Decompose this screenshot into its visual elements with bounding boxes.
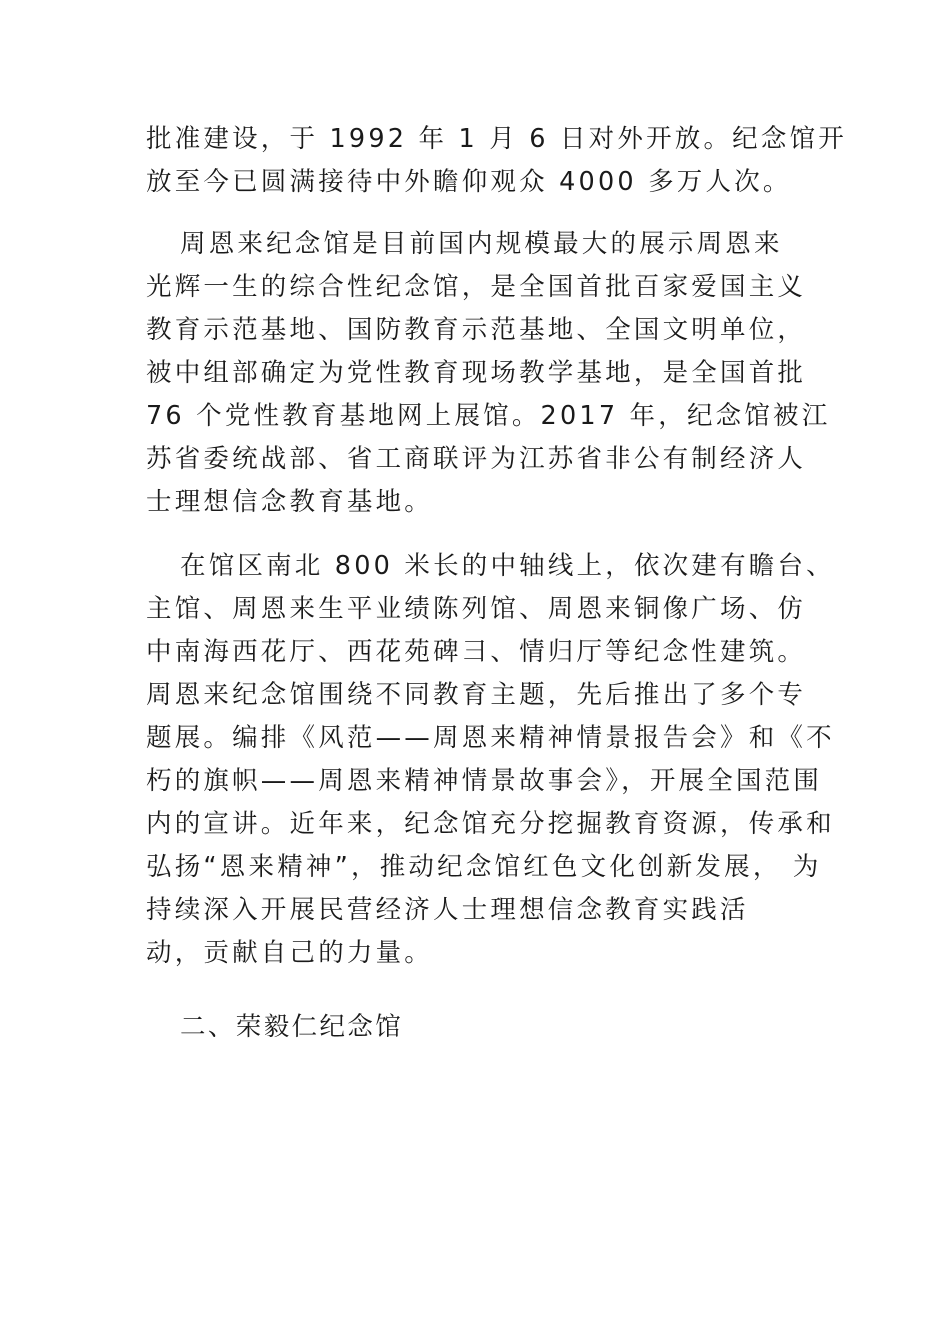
- text-line: 教育示范基地、国防教育示范基地、全国文明单位，: [146, 315, 807, 345]
- paragraph-opening-date: [146, 118, 847, 204]
- text-line: 弘扬“恩来精神”，推动纪念馆红色文化创新发展， 为: [146, 852, 822, 882]
- text-line: 中南海西花厅、西花苑碑⺕、情归厅等纪念性建筑。: [146, 637, 807, 667]
- text-line: 题展。编排《风范——周恩来精神情景报告会》和《不: [146, 723, 835, 753]
- paragraph-buildings-and-activities: [146, 545, 836, 975]
- text-line: 光辉一生的综合性纪念馆，是全国首批百家爱国主义: [146, 272, 807, 302]
- text-line: 朽的旗帜——周恩来精神情景故事会》，开展全国范围: [146, 766, 823, 796]
- text-line: 被中组部确定为党性教育现场教学基地，是全国首批: [146, 358, 807, 388]
- text-line: 主馆、周恩来生平业绩陈列馆、周恩来铜像广场、仿: [146, 594, 807, 624]
- text-line: 周恩来纪念馆围绕不同教育主题，先后推出了多个专: [146, 680, 807, 710]
- section-heading: 二、荣毅仁纪念馆: [180, 1012, 404, 1042]
- text-line: 持续深入开展民营经济人士理想信念教育实践活: [146, 895, 749, 925]
- text-line: 在馆区南北 800 米长的中轴线上，依次建有瞻台、: [180, 551, 835, 581]
- text-line: 内的宣讲。近年来，纪念馆充分挖掘教育资源，传承和: [146, 809, 835, 839]
- text-line: 批准建设，于 1992 年 1 月 6 日对外开放。纪念馆开: [146, 124, 847, 154]
- text-line: 周恩来纪念馆是目前国内规模最大的展示周恩来: [180, 229, 783, 259]
- paragraph-memorial-status: [146, 223, 836, 524]
- text-line: 76 个党性教育基地网上展馆。2017 年，纪念馆被江: [146, 401, 831, 431]
- text-line: 士理想信念教育基地。: [146, 487, 434, 517]
- section-heading-rong-yiren: [146, 1006, 836, 1049]
- text-line: 动，贡献自己的力量。: [146, 938, 434, 968]
- text-line: 苏省委统战部、省工商联评为江苏省非公有制经济人: [146, 444, 807, 474]
- text-line: 放至今已圆满接待中外瞻仰观众 4000 多万人次。: [146, 167, 792, 197]
